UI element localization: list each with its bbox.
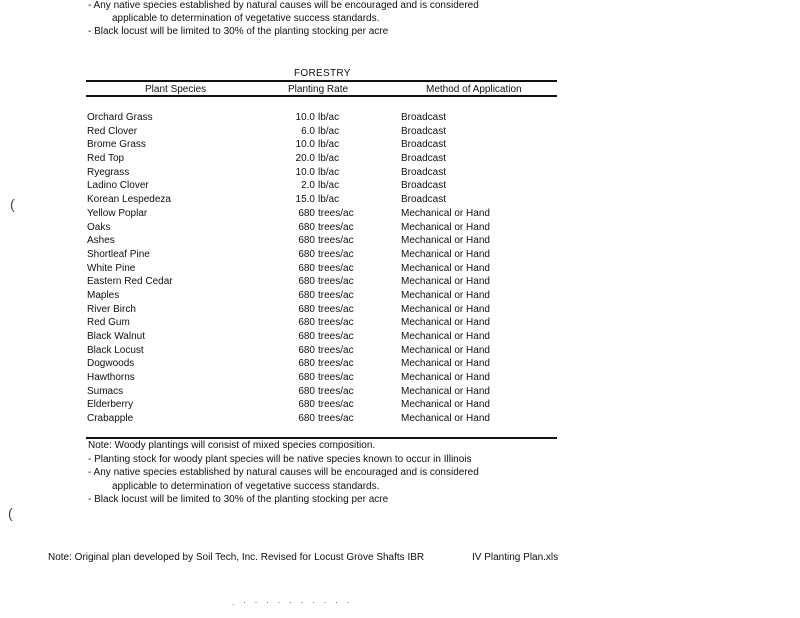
table-row bbox=[0, 193, 800, 207]
bottom-note-1: Note: Woody plantings will consist of mixed species composition. bbox=[88, 440, 376, 451]
cell-unit: trees/ac bbox=[318, 248, 354, 260]
cell-rate: 680 bbox=[298, 235, 315, 247]
cell-species: Shortleaf Pine bbox=[87, 248, 150, 260]
cell-species: Black Walnut bbox=[87, 331, 145, 342]
cell-unit: lb/ac bbox=[318, 125, 340, 137]
cell-species: River Birch bbox=[87, 303, 136, 315]
cell-rate: 680 bbox=[298, 372, 315, 384]
table-row bbox=[0, 166, 800, 180]
cell-species: Eastern Red Cedar bbox=[87, 276, 173, 288]
cell-unit: trees/ac bbox=[318, 344, 354, 356]
cell-method: Mechanical or Hand bbox=[401, 344, 490, 356]
cell-method: Broadcast bbox=[401, 180, 447, 192]
cell-rate: 680 bbox=[298, 276, 315, 288]
cell-unit: trees/ac bbox=[318, 331, 354, 342]
table-row bbox=[0, 248, 800, 262]
cell-unit: lb/ac bbox=[318, 153, 340, 165]
cell-method: Mechanical or Hand bbox=[401, 276, 490, 288]
cell-unit: lb/ac bbox=[318, 166, 340, 178]
cell-species: Maples bbox=[87, 289, 120, 301]
header-plant-species: Plant Species bbox=[145, 84, 207, 95]
cell-method: Broadcast bbox=[401, 139, 447, 151]
cell-species: Dogwoods bbox=[87, 358, 135, 370]
cell-method: Broadcast bbox=[401, 112, 447, 123]
cell-method: Mechanical or Hand bbox=[401, 331, 490, 342]
table-row bbox=[0, 152, 800, 166]
top-note-2: applicable to determination of vegetative success standards. bbox=[112, 13, 380, 24]
footer-filename: IV Planting Plan.xls bbox=[472, 552, 559, 563]
cell-unit: trees/ac bbox=[318, 372, 354, 384]
cell-method: Mechanical or Hand bbox=[401, 207, 490, 219]
cell-unit: lb/ac bbox=[318, 139, 340, 151]
table-row bbox=[0, 303, 800, 317]
cell-species: Hawthorns bbox=[87, 372, 135, 384]
cell-species: Ryegrass bbox=[87, 166, 130, 178]
header-planting-rate: Planting Rate bbox=[288, 84, 349, 95]
table-row bbox=[0, 179, 800, 193]
header-method: Method of Application bbox=[426, 84, 522, 95]
table-row bbox=[0, 330, 800, 344]
header-bottom-rule bbox=[86, 95, 557, 97]
scan-bracket-mark: ( bbox=[10, 196, 15, 212]
cell-species: Orchard Grass bbox=[87, 112, 153, 123]
table-row bbox=[0, 344, 800, 358]
cell-rate: 680 bbox=[298, 207, 315, 219]
cell-rate: 680 bbox=[298, 303, 315, 315]
cell-rate: 2.0 bbox=[301, 180, 315, 192]
cell-species: Yellow Poplar bbox=[87, 207, 148, 219]
cell-method: Mechanical or Hand bbox=[401, 399, 490, 411]
bottom-notes bbox=[88, 439, 479, 507]
cell-unit: trees/ac bbox=[318, 262, 354, 274]
table-row bbox=[0, 221, 800, 235]
table-row bbox=[0, 398, 800, 412]
cell-unit: trees/ac bbox=[318, 276, 354, 288]
cell-method: Broadcast bbox=[401, 153, 447, 165]
cell-rate: 680 bbox=[298, 248, 315, 260]
top-note-1: - Any native species established by natural causes will be encouraged and is considered bbox=[88, 0, 479, 11]
cell-rate: 680 bbox=[298, 317, 315, 329]
scan-bracket-mark: ( bbox=[8, 505, 13, 521]
cell-species: Crabapple bbox=[87, 413, 134, 425]
cell-unit: trees/ac bbox=[318, 385, 354, 397]
cell-unit: lb/ac bbox=[318, 194, 340, 206]
cell-species: Oaks bbox=[87, 221, 111, 233]
cell-rate: 680 bbox=[298, 289, 315, 301]
table-row bbox=[0, 371, 800, 385]
section-title: FORESTRY bbox=[294, 68, 351, 79]
cell-method: Broadcast bbox=[401, 125, 447, 137]
cell-species: Black Locust bbox=[87, 344, 144, 356]
footer-note: Note: Original plan developed by Soil Tech, Inc. Revised for Locust Grove Shafts IBR bbox=[48, 552, 425, 563]
cell-method: Broadcast bbox=[401, 194, 447, 206]
table-row bbox=[0, 138, 800, 152]
cell-rate: 15.0 bbox=[295, 194, 315, 206]
table-row bbox=[0, 316, 800, 330]
cell-unit: trees/ac bbox=[318, 399, 354, 411]
cell-unit: trees/ac bbox=[318, 413, 354, 425]
table-row bbox=[0, 357, 800, 371]
table-row bbox=[0, 412, 800, 426]
cell-species: Elderberry bbox=[87, 399, 134, 411]
cell-rate: 680 bbox=[298, 344, 315, 356]
cell-method: Mechanical or Hand bbox=[401, 317, 490, 329]
cell-unit: trees/ac bbox=[318, 235, 354, 247]
bottom-note-3: - Any native species established by natural causes will be encouraged and is considered bbox=[88, 467, 479, 479]
cell-method: Mechanical or Hand bbox=[401, 385, 490, 397]
table-row bbox=[0, 262, 800, 276]
cell-species: Red Gum bbox=[87, 317, 130, 329]
cell-species: Ashes bbox=[87, 235, 115, 247]
cell-unit: trees/ac bbox=[318, 207, 354, 219]
table-row bbox=[0, 207, 800, 221]
species-table-body bbox=[0, 111, 800, 426]
table-row bbox=[0, 275, 800, 289]
cell-method: Broadcast bbox=[401, 166, 447, 178]
cell-species: Red Clover bbox=[87, 125, 138, 137]
top-notes bbox=[88, 0, 479, 38]
cell-species: Sumacs bbox=[87, 385, 124, 397]
cell-unit: trees/ac bbox=[318, 221, 354, 233]
cell-rate: 680 bbox=[298, 413, 315, 425]
table-row bbox=[0, 125, 800, 139]
bottom-note-5: - Black locust will be limited to 30% of the planting stocking per acre bbox=[88, 494, 389, 506]
table-row bbox=[0, 234, 800, 248]
bottom-note-2: - Planting stock for woody plant species will be native species known to occur in Illinois bbox=[88, 453, 472, 465]
table-row bbox=[0, 385, 800, 399]
table-row bbox=[0, 289, 800, 303]
cell-method: Mechanical or Hand bbox=[401, 303, 490, 315]
cell-rate: 10.0 bbox=[295, 166, 315, 178]
cell-rate: 10.0 bbox=[295, 139, 315, 151]
cell-unit: lb/ac bbox=[318, 180, 340, 192]
cell-method: Mechanical or Hand bbox=[401, 372, 490, 384]
cell-rate: 680 bbox=[298, 385, 315, 397]
cell-unit: trees/ac bbox=[318, 317, 354, 329]
cell-method: Mechanical or Hand bbox=[401, 358, 490, 370]
cell-rate: 680 bbox=[298, 221, 315, 233]
cell-unit: trees/ac bbox=[318, 303, 354, 315]
cell-species: Red Top bbox=[87, 153, 125, 165]
cell-species: Brome Grass bbox=[87, 139, 146, 151]
top-note-3: - Black locust will be limited to 30% of the planting stocking per acre bbox=[88, 26, 389, 37]
cell-species: White Pine bbox=[87, 262, 136, 274]
cell-rate: 680 bbox=[298, 262, 315, 274]
table-row bbox=[0, 111, 800, 125]
cell-method: Mechanical or Hand bbox=[401, 221, 490, 233]
cell-unit: lb/ac bbox=[318, 112, 340, 123]
scan-speckles: . · · · · · · · · · · bbox=[232, 597, 353, 607]
cell-species: Ladino Clover bbox=[87, 180, 149, 192]
cell-method: Mechanical or Hand bbox=[401, 248, 490, 260]
header-top-rule bbox=[86, 80, 557, 82]
cell-rate: 680 bbox=[298, 358, 315, 370]
cell-unit: trees/ac bbox=[318, 358, 354, 370]
cell-method: Mechanical or Hand bbox=[401, 235, 490, 247]
bottom-note-4: applicable to determination of vegetative success standards. bbox=[112, 480, 380, 492]
cell-method: Mechanical or Hand bbox=[401, 289, 490, 301]
cell-rate: 6.0 bbox=[301, 125, 315, 137]
cell-rate: 680 bbox=[298, 331, 315, 342]
cell-unit: trees/ac bbox=[318, 289, 354, 301]
cell-rate: 680 bbox=[298, 399, 315, 411]
cell-rate: 20.0 bbox=[295, 153, 315, 165]
cell-method: Mechanical or Hand bbox=[401, 413, 490, 425]
cell-rate: 10.0 bbox=[295, 112, 315, 123]
cell-method: Mechanical or Hand bbox=[401, 262, 490, 274]
cell-species: Korean Lespedeza bbox=[87, 194, 171, 206]
